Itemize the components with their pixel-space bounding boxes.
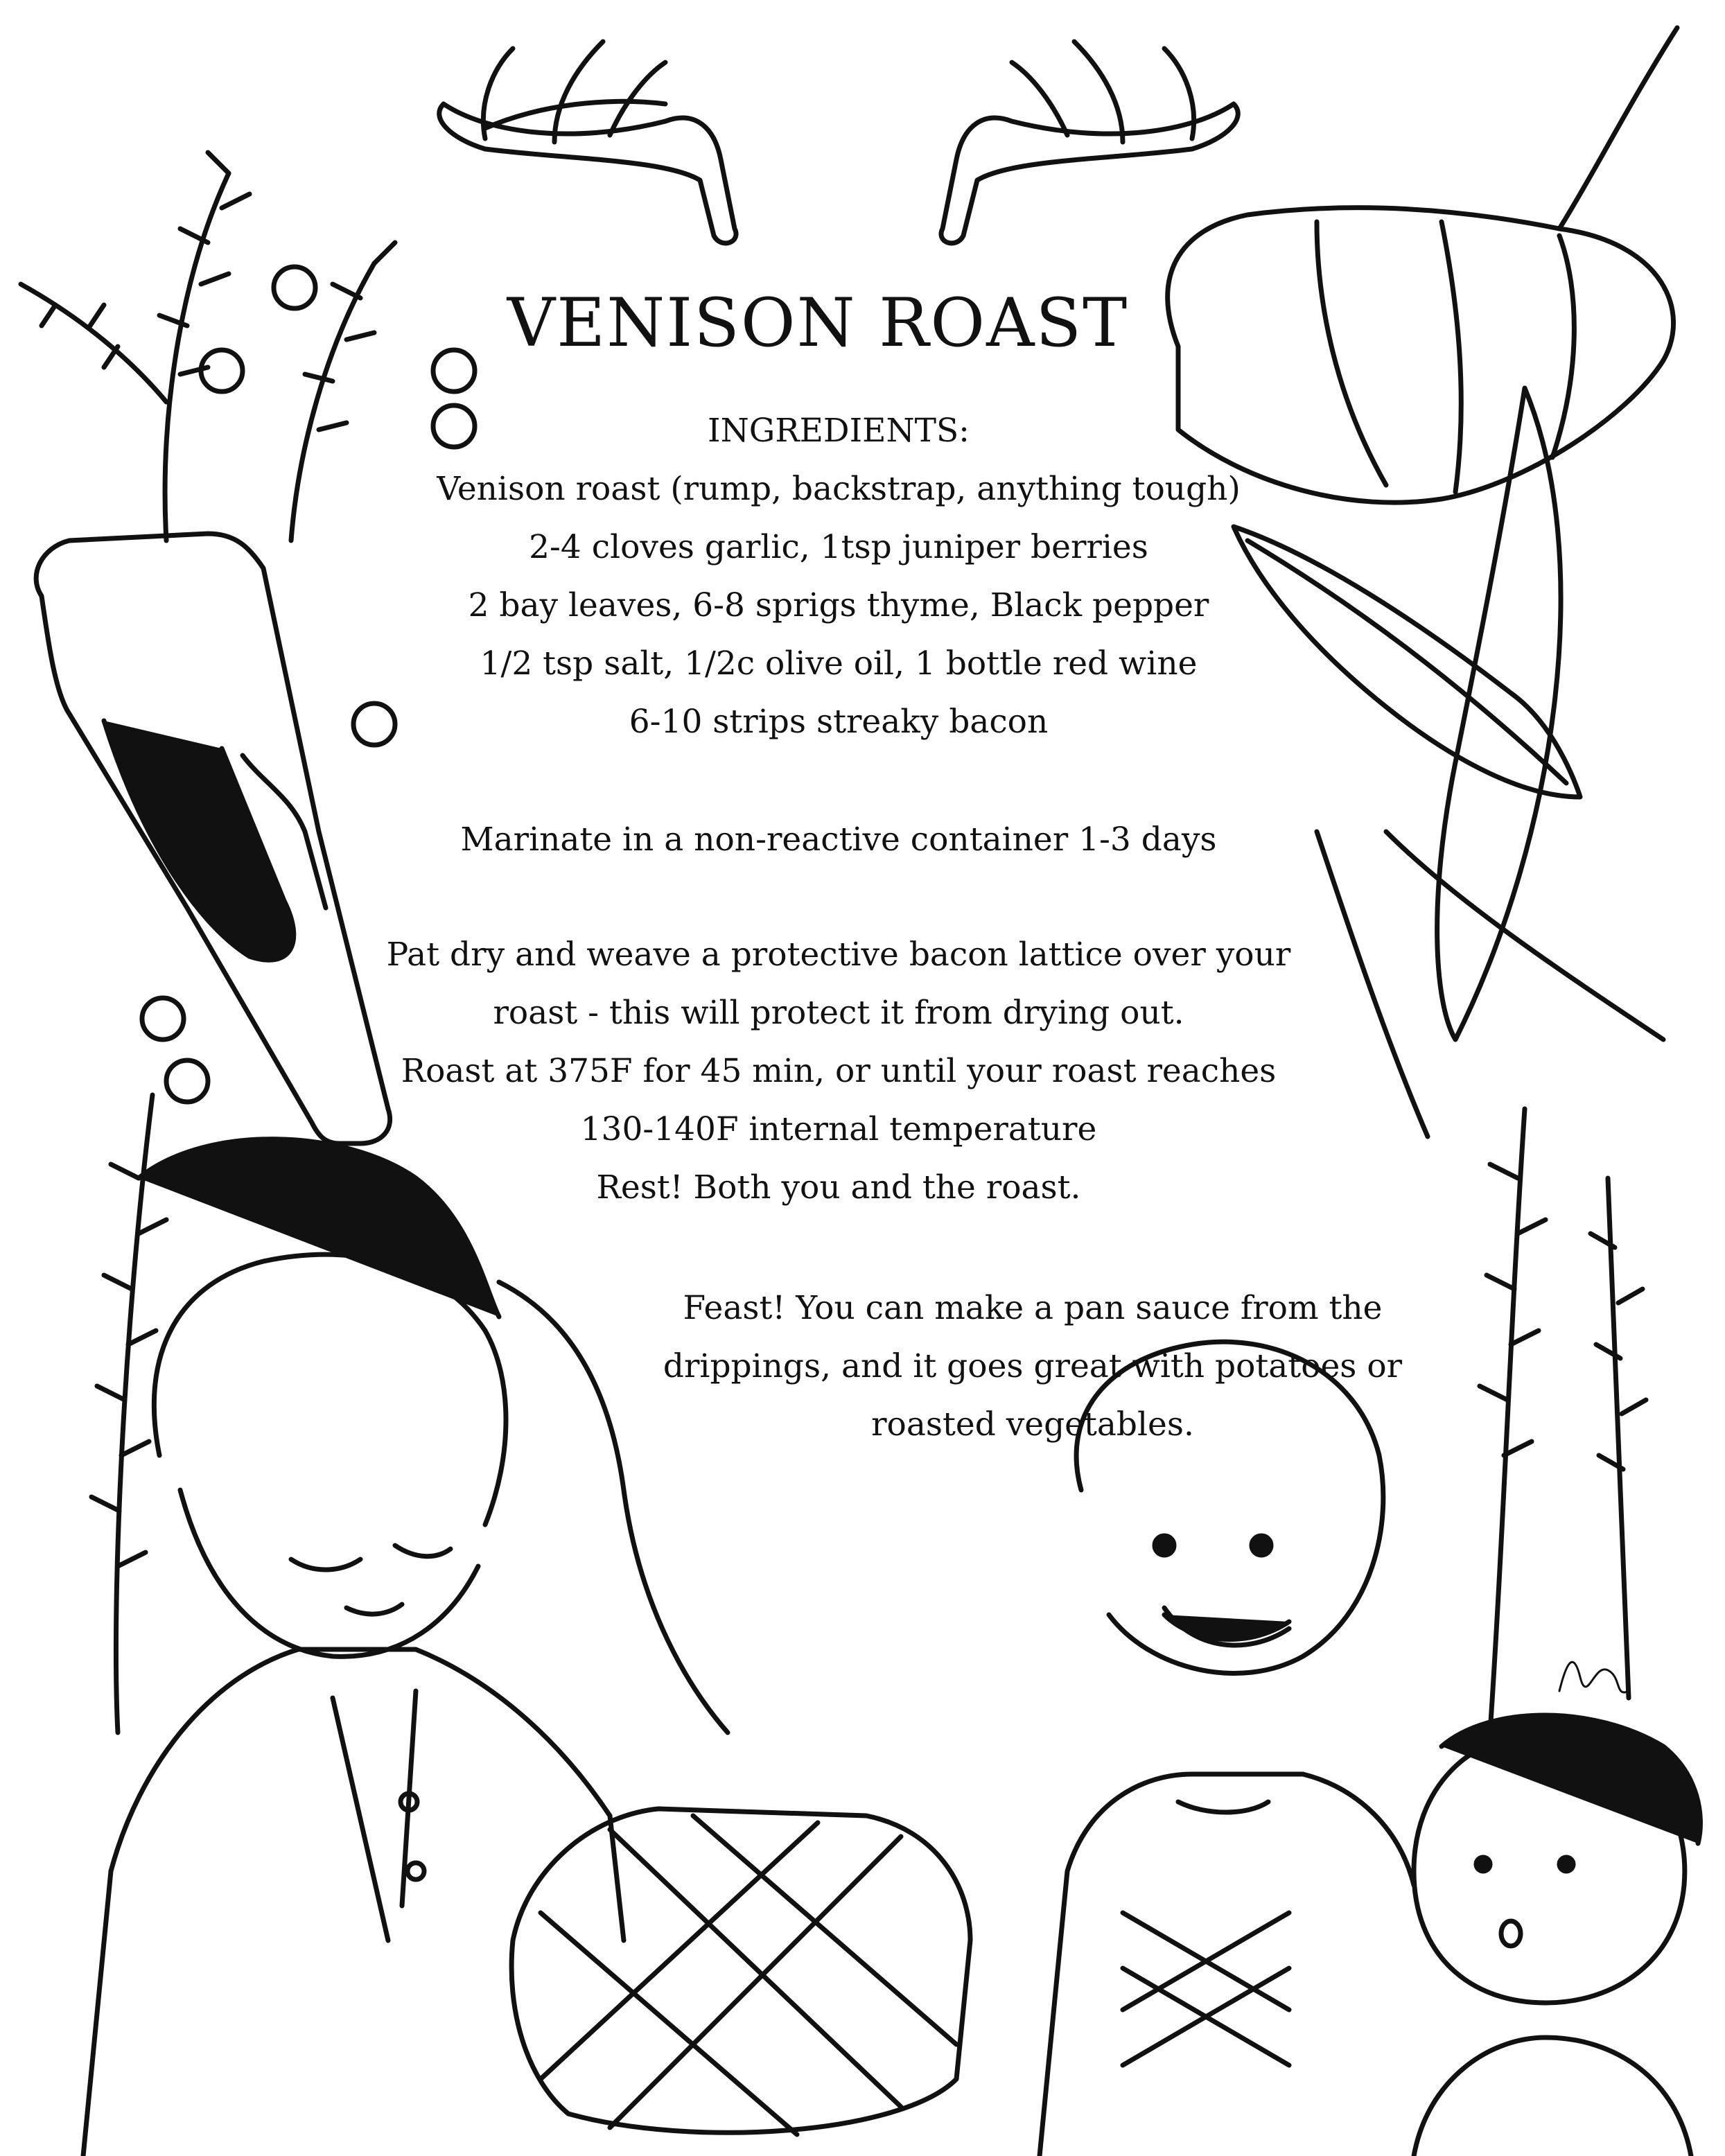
step-line: roast - this will protect it from drying out. <box>493 994 1184 1032</box>
step-line: 130-140F internal temperature <box>580 1110 1097 1148</box>
right-antler-icon <box>941 42 1238 243</box>
ingredient-line: 6-10 strips streaky bacon <box>629 703 1049 741</box>
ingredient-line: Venison roast (rump, backstrap, anything tough) <box>437 470 1241 508</box>
step-line: Roast at 375F for 45 min, or until your roast reaches <box>401 1052 1277 1090</box>
marinate-instruction: Marinate in a non-reactive container 1-3 days <box>460 821 1217 859</box>
step-line: Pat dry and weave a protective bacon lattice over your <box>386 936 1291 974</box>
child-character-icon <box>1040 1342 1414 2156</box>
recipe-title: VENISON ROAST <box>507 284 1129 362</box>
feast-line: roasted vegetables. <box>871 1405 1194 1444</box>
ingredient-line: 2 bay leaves, 6-8 sprigs thyme, Black pepper <box>468 586 1209 624</box>
baby-character-icon <box>1414 1715 1700 2156</box>
artist-signature-icon <box>1559 1662 1629 1692</box>
step-line: Rest! Both you and the roast. <box>596 1168 1081 1207</box>
feast-line: Feast! You can make a pan sauce from the <box>683 1289 1383 1327</box>
feast-line: drippings, and it goes great with potatoes or <box>663 1347 1403 1385</box>
ingredients-heading: INGREDIENTS: <box>708 412 970 450</box>
ingredient-line: 1/2 tsp salt, 1/2c olive oil, 1 bottle red wine <box>480 645 1198 683</box>
ingredient-line: 2-4 cloves garlic, 1tsp juniper berries <box>529 528 1148 566</box>
roast-icon <box>511 1809 970 2135</box>
left-antler-icon <box>439 42 736 243</box>
